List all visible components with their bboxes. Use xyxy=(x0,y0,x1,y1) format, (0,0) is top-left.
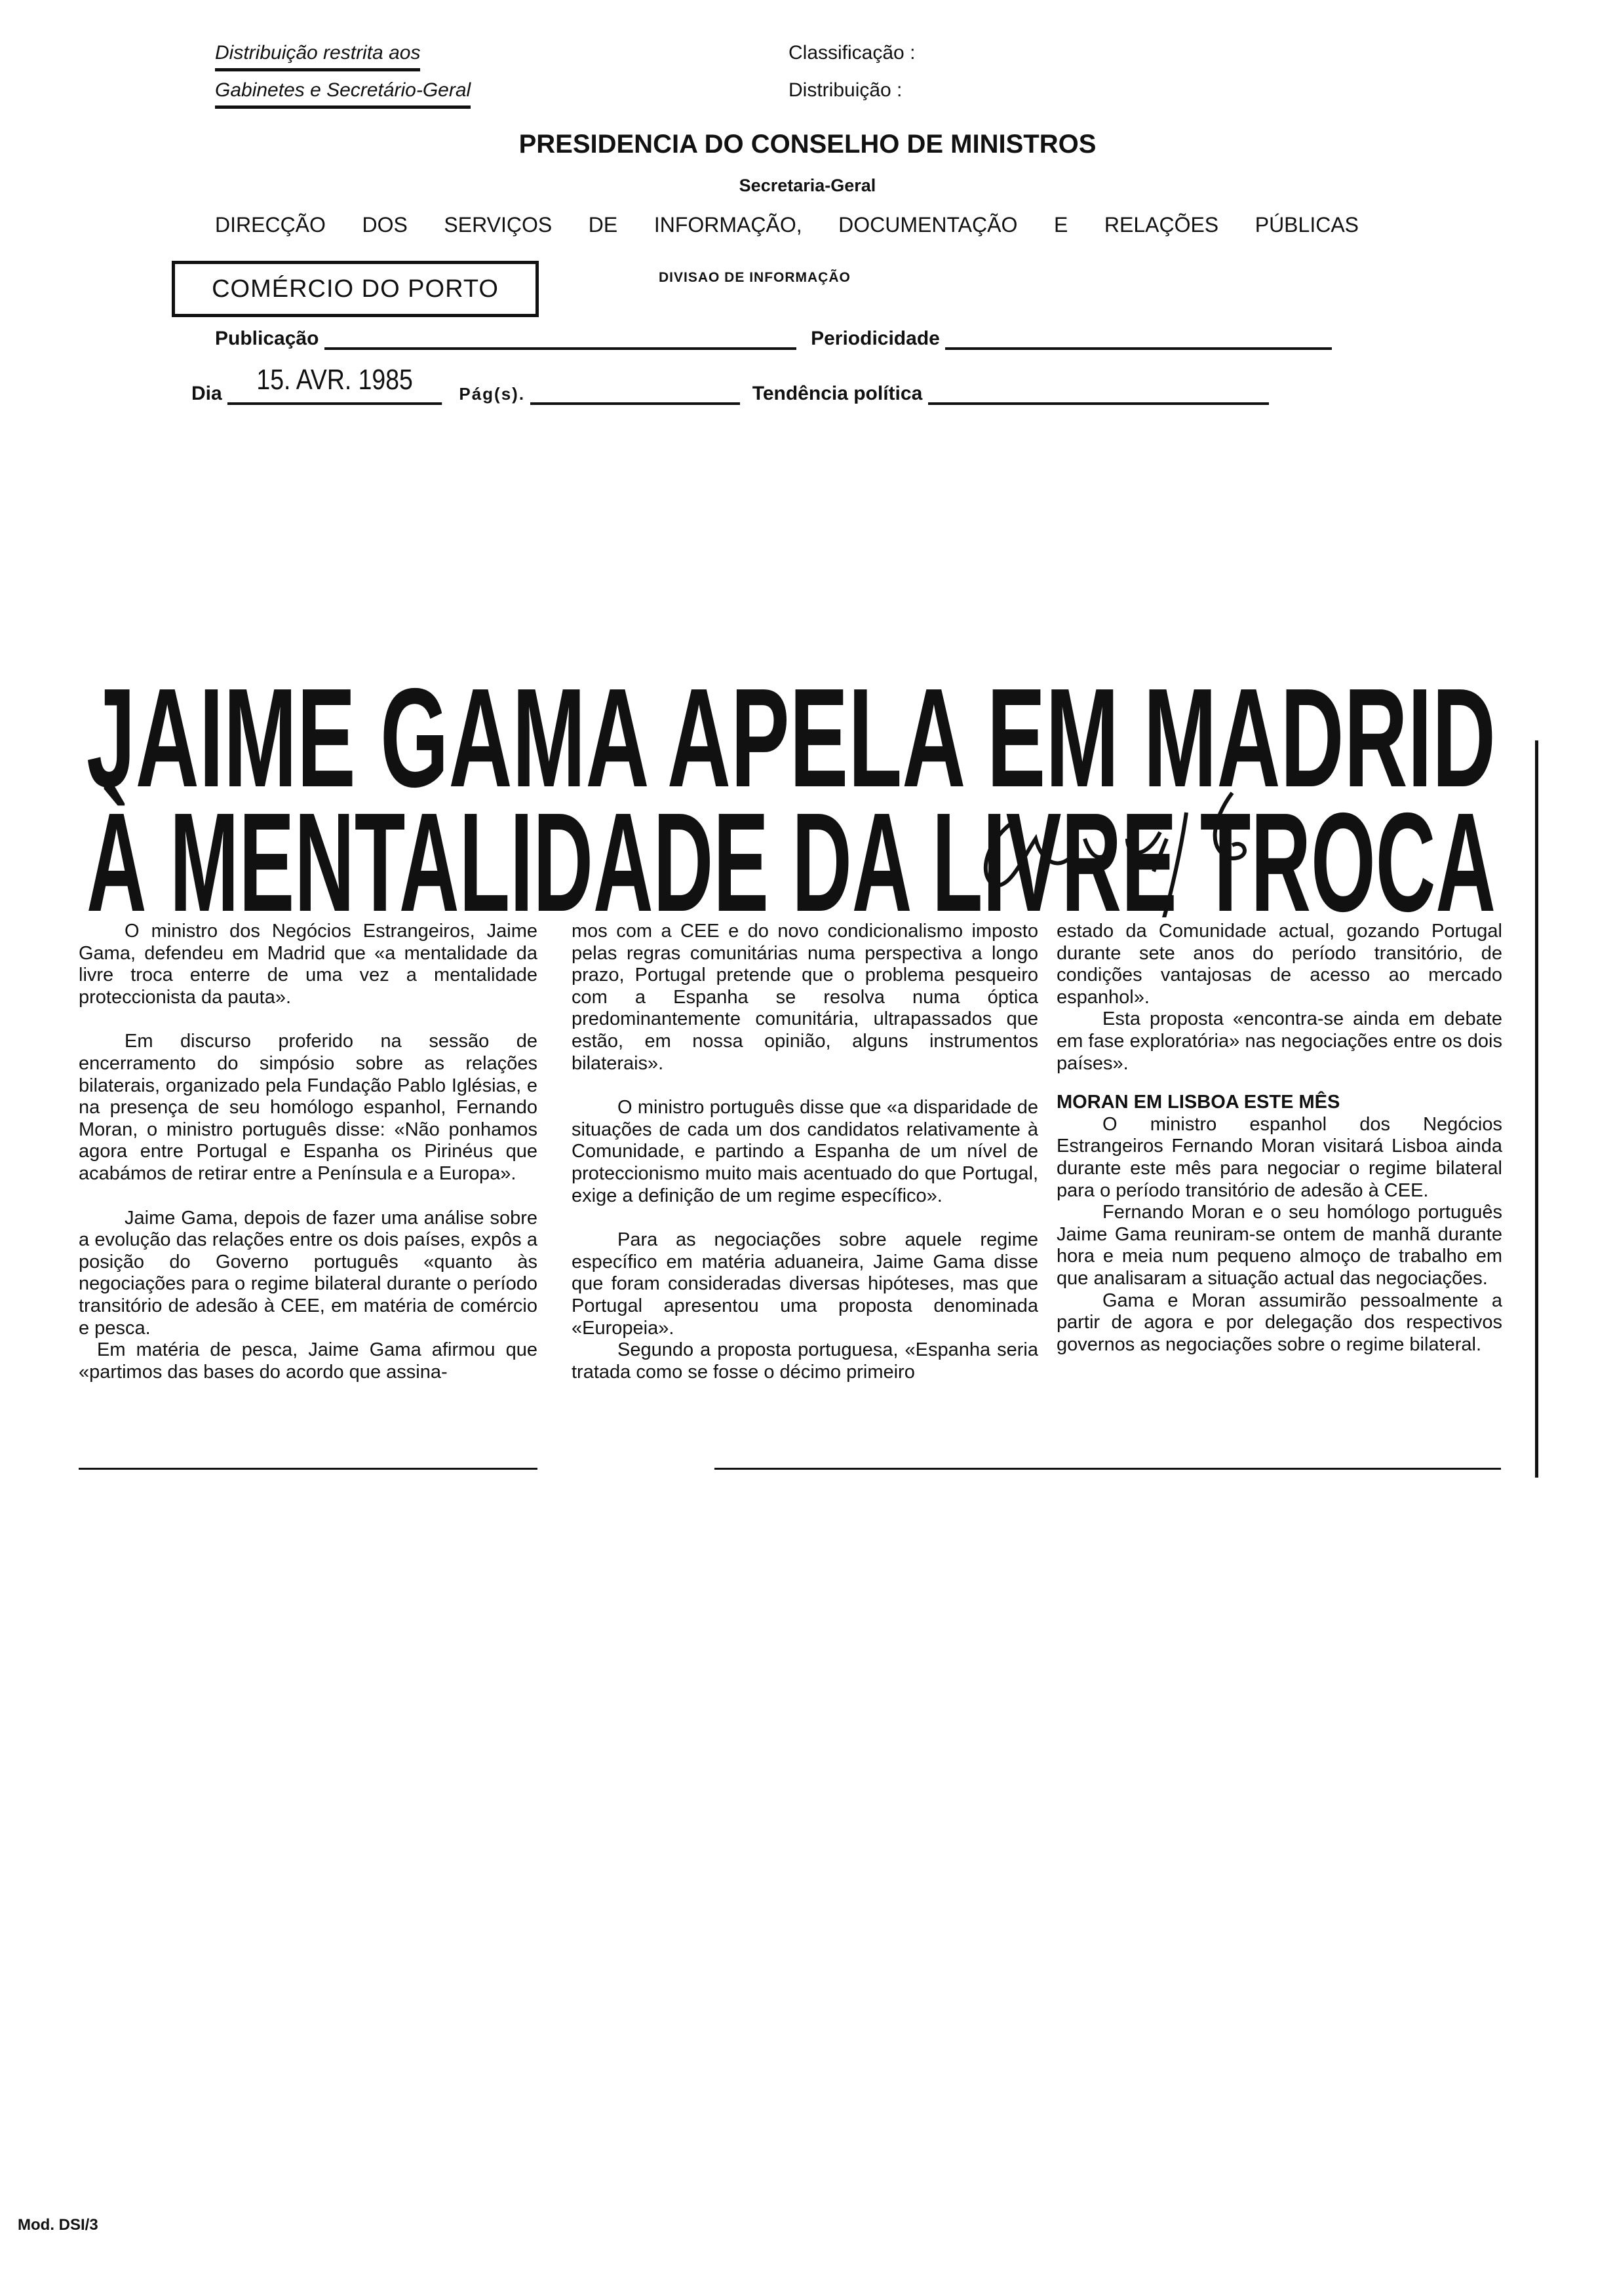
article-paragraph: Fernando Moran e o seu homólogo português Jaime Gama reuniram-se ontem de manhã durante hora e meia num pequeno almoço de trabalho em que analisaram a situação actual das negociações. xyxy=(1057,1202,1502,1289)
headline xyxy=(79,662,1508,917)
day-field[interactable]: 15. AVR. 1985 xyxy=(227,362,442,405)
article-column-1 xyxy=(79,921,537,1383)
publication-field[interactable] xyxy=(324,328,796,350)
directorate: DIRECÇÃO DOS SERVIÇOS DE INFORMAÇÃO, DOCUMENTAÇÃO E RELAÇÕES PÚBLICAS xyxy=(215,213,1359,237)
article-paragraph: Segundo a proposta portuguesa, «Espanha seria tratada como se fosse o décimo primeiro xyxy=(572,1339,1038,1383)
article-paragraph: estado da Comunidade actual, gozando Portugal durante sete anos do período transitório, de condições vantajosas de acesso ao mercado espanhol». xyxy=(1057,921,1502,1008)
org-title: PRESIDENCIA DO CONSELHO DE MINISTROS xyxy=(518,130,1097,159)
classification-label: Classificação : xyxy=(788,42,916,64)
periodicity-field[interactable] xyxy=(945,328,1332,350)
article-subheading: MORAN EM LISBOA ESTE MÊS xyxy=(1057,1092,1340,1113)
article-paragraph: Em matéria de pesca, Jaime Gama afirmou que «partimos das bases do acordo que assina- xyxy=(79,1339,537,1383)
article-paragraph: mos com a CEE e do novo condicionalismo imposto pelas regras comunitárias numa perspectiva a longo prazo, Portugal pretende que o problema pesqueiro com a Espanha se resolva numa óptica predominantemente comunitária, ultrapassados que estão, em nossa opinião, alguns instrumentos bilaterais». xyxy=(572,921,1038,1074)
article-paragraph: Para as negociações sobre aquele regime específico em matéria aduaneira, Jaime Gama disse que foram consideradas diversas hipóteses, mas que Portugal apresentou uma proposta denominada «Europeia». xyxy=(572,1229,1038,1339)
article-column-3 xyxy=(1057,921,1502,1356)
article-column-2 xyxy=(572,921,1038,1383)
publication-label: Publicação xyxy=(215,328,319,349)
column-end-rule xyxy=(714,1468,1501,1470)
day-row xyxy=(191,362,1269,405)
article-paragraph: Esta proposta «encontra-se ainda em debate em fase exploratória» nas negociações entre os dois países». xyxy=(1057,1008,1502,1074)
org-subtitle: Secretaria-Geral xyxy=(739,176,876,195)
article-paragraph: O ministro dos Negócios Estrangeiros, Jaime Gama, defendeu em Madrid que «a mentalidade da livre troca enterre de uma vez a mentalidade proteccionista da pauta». xyxy=(79,921,537,1008)
article-paragraph: O ministro português disse que «a disparidade de situações de cada um dos candidatos relativamente à Comunidade, e partindo a Espanha de um nível de proteccionismo muito mais acentuado do que Portugal, exige a definição de um regime específico». xyxy=(572,1097,1038,1206)
stamp-text: COMÉRCIO DO PORTO xyxy=(212,275,499,303)
publication-stamp xyxy=(172,261,539,317)
clipping-edge-line xyxy=(1535,740,1538,1478)
pages-label: Pág(s). xyxy=(459,384,526,404)
article-paragraph: O ministro espanhol dos Negócios Estrangeiros Fernando Moran visitará Lisboa ainda durante este mês para negociar o regime bilateral para o período transitório de adesão à CEE. xyxy=(1057,1113,1502,1201)
article-paragraph: Em discurso proferido na sessão de encerramento do simpósio sobre as relações bilaterais, organizado pela Fundação Pablo Iglésias, e na presença de seu homólogo espanhol, Fernando Moran, o ministro português disse: «Não ponhamos agora entre Portugal e Espanha os Pirinéus que acabámos de retirar entre a Península e a Europa». xyxy=(79,1031,537,1184)
pages-field[interactable] xyxy=(530,383,740,405)
distribution-label: Distribuição : xyxy=(788,79,903,101)
periodicity-label: Periodicidade xyxy=(811,328,940,349)
division-label: DIVISAO DE INFORMAÇÃO xyxy=(659,270,851,285)
political-tendency-label: Tendência política xyxy=(752,383,923,404)
article-paragraph: Gama e Moran assumirão pessoalmente a partir de agora e por delegação dos respectivos governos as negociações sobre o regime bilateral. xyxy=(1057,1290,1502,1355)
distribution-note-line2: Gabinetes e Secretário-Geral xyxy=(215,79,471,109)
day-label: Dia xyxy=(191,383,222,404)
political-tendency-field[interactable] xyxy=(928,383,1269,405)
publication-row xyxy=(215,328,1332,350)
distribution-note-line1: Distribuição restrita aos xyxy=(215,42,420,71)
column-end-rule xyxy=(79,1468,537,1470)
headline-line1: JAIME GAMA APELA EM MADRID xyxy=(87,662,1496,816)
headline-line2: À MENTALIDADE DA LIVRE TROCA xyxy=(87,783,1496,917)
form-code: Mod. DSI/3 xyxy=(18,2216,98,2234)
article-paragraph: Jaime Gama, depois de fazer uma análise sobre a evolução das relações entre os dois países, expôs a posição do Governo português «quanto às negociações para o regime bilateral durante o período transitório de adesão à CEE, em matéria de comércio e pesca. xyxy=(79,1207,537,1339)
